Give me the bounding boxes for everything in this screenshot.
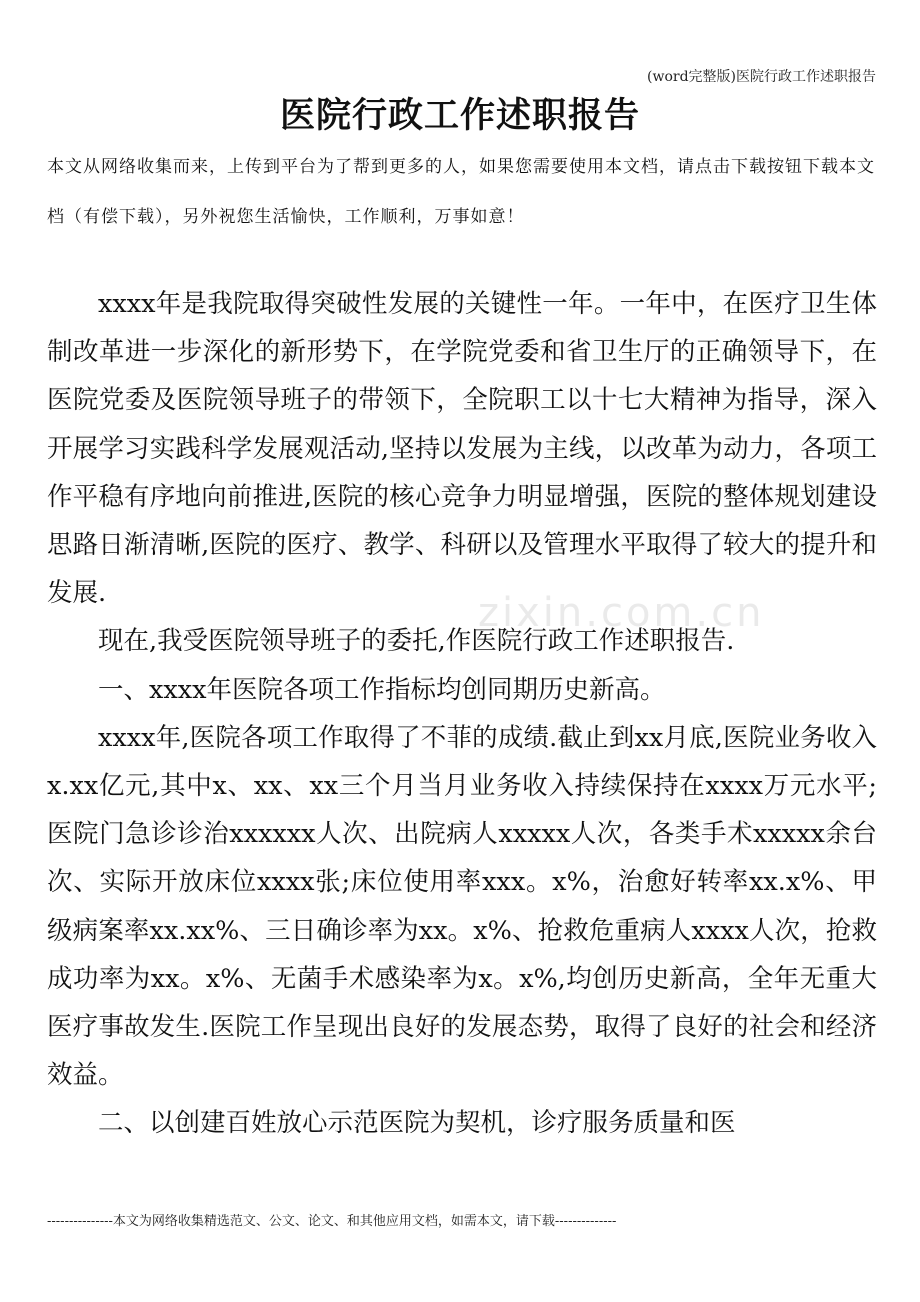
section-heading-2: 二、以创建百姓放心示范医院为契机，诊疗服务质量和医 (98, 1108, 736, 1139)
page-title: 医院行政工作述职报告 (279, 96, 640, 136)
footer-note: ---------------本文为网络收集精选范文、公文、论文、和其他应用文档，如需本文，请下载-------------- (47, 1214, 617, 1229)
paragraph-report-statement: 现在,我受医院领导班子的委托,作医院行政工作述职报告. (98, 626, 735, 657)
download-notice: 本文从网络收集而来，上传到平台为了帮到更多的人，如果您需要使用本文档，请点击下载按钮下载本文档（有偿下载），另外祝您生活愉快，工作顺利，万事如意！ (47, 157, 875, 227)
paragraph-achievements: xxxx年,医院各项工作取得了不菲的成绩.截止到xx月底,医院业务收入x.xx亿元,其中x、xx、xx三个月当月业务收入持续保持在xxxx万元水平;医院门急诊诊治xxxxxx人次、出院病人xxxxx人次，各类手术xxxxx余台次、实际开放床位xxxx张;床位使用率xxx。x%，治愈好转率xx.x%、甲级病案率xx.xx%、三日确诊率为xx。x%、抢救危重病人xxxx人次，抢救成功率为xx。x%、无菌手术感染率为x。x%,均创历史新高，全年无重大医疗事故发生.医院工作呈现出良好的发展态势，取得了良好的社会和经济效益。 (47, 722, 877, 1091)
paragraph-intro: xxxx年是我院取得突破性发展的关键性一年。一年中，在医疗卫生体制改革进一步深化的新形势下，在学院党委和省卫生厅的正确领导下，在医院党委及医院领导班子的带领下，全院职工以十七大精神为指导，深入开展学习实践科学发展观活动,坚持以发展为主线，以改革为动力，各项工作平稳有序地向前推进,医院的核心竞争力明显增强，医院的整体规划建设思路日渐清晰,医院的医疗、教学、科研以及管理水平取得了较大的提升和发展. (47, 289, 877, 609)
section-heading-1: 一、xxxx年医院各项工作指标均创同期历史新高。 (98, 674, 666, 705)
document-body (47, 280, 877, 1148)
running-header: (word完整版)医院行政工作述职报告 (647, 69, 876, 85)
watermark: zixin.com.cn (478, 590, 765, 636)
